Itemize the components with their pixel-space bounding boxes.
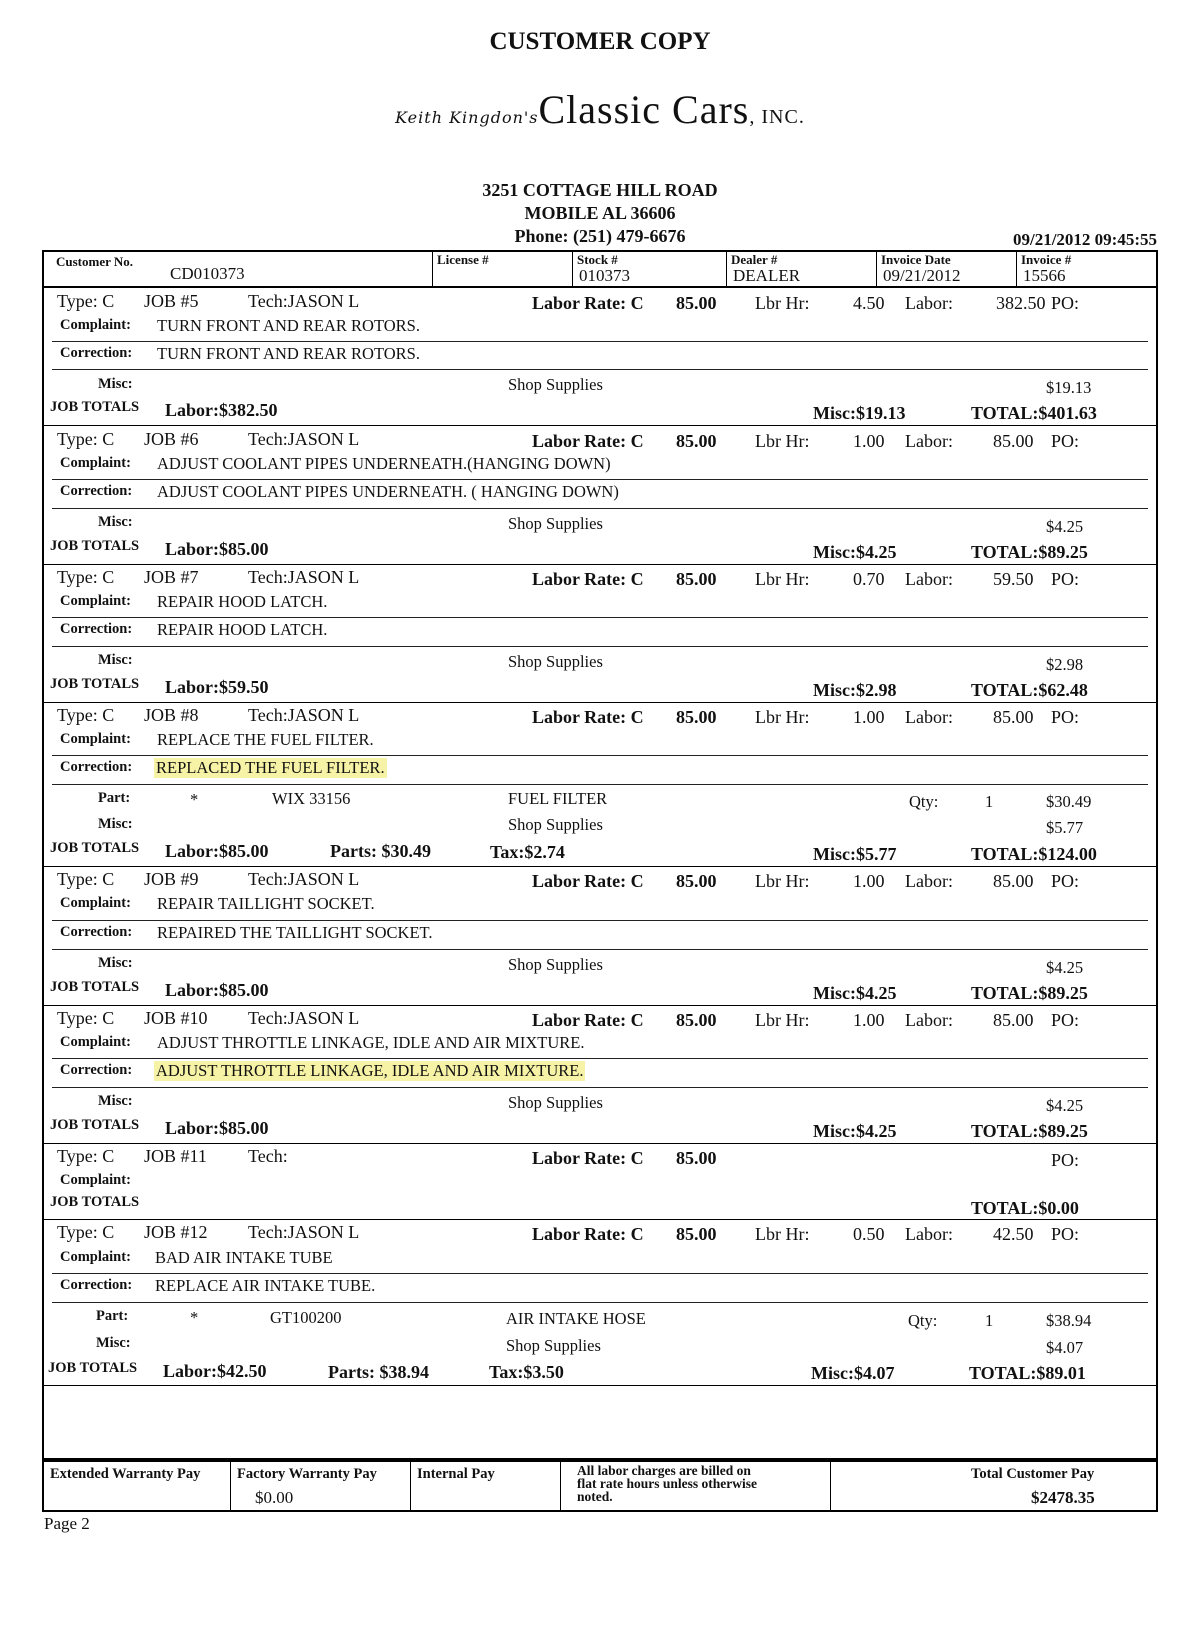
misc-label: Misc: [98,376,133,392]
logo-signature: Keith Kingdon's [395,108,539,127]
job-type: Type: C [57,1146,115,1166]
dealer-label: Dealer # [731,252,778,267]
misc-label: Misc: [98,1093,133,1109]
lbr-hr: 1.00 [853,871,885,891]
labor-label: Labor: [905,707,953,727]
complaint-text: TURN FRONT AND REAR ROTORS. [157,316,420,335]
job-totals-label: JOB TOTALS [50,676,140,692]
misc-amount: $19.13 [1046,378,1092,397]
lbr-hr: 0.70 [853,569,885,589]
part-description: AIR INTAKE HOSE [506,1309,646,1328]
misc-amount: $4.25 [1046,958,1084,977]
job-type: Type: C [57,1008,115,1028]
misc-label: Misc: [98,514,133,530]
logo-text: Classic Cars [538,87,750,132]
part-amount: $30.49 [1046,792,1092,811]
job-tech: Tech:JASON L [248,705,360,725]
factory-warranty-value: $0.00 [255,1488,294,1507]
complaint-label: Complaint: [60,317,131,333]
totals-total: TOTAL:$0.00 [971,1198,1079,1218]
customer-no-label: Customer No. [56,254,134,269]
divider [52,755,1148,756]
lbr-hr: 1.00 [853,1010,885,1030]
part-star: * [190,790,199,809]
stock-label: Stock # [577,252,618,267]
totals-total: TOTAL:$89.25 [971,542,1088,562]
labor-rate: 85.00 [676,569,717,589]
address-line2: MOBILE AL 36606 [524,203,676,223]
job-separator [42,1005,1158,1006]
totals-misc: Misc:$2.98 [813,680,897,700]
complaint-text: BAD AIR INTAKE TUBE [155,1248,333,1267]
labor-amount: 85.00 [993,707,1034,727]
payment-summary-box [42,1460,1158,1512]
labor-rate-label: Labor Rate: C [532,431,644,451]
total-customer-pay-cell [830,1462,1158,1510]
totals-parts: Parts: $30.49 [330,841,431,861]
job-totals-label: JOB TOTALS [50,399,140,415]
complaint-text: ADJUST COOLANT PIPES UNDERNEATH.(HANGING DOWN) [157,454,611,473]
po-label: PO: [1051,293,1080,313]
complaint-label: Complaint: [60,1249,131,1265]
part-star: * [190,1308,199,1327]
complaint-label: Complaint: [60,1034,131,1050]
totals-tax: Tax:$2.74 [490,842,565,862]
totals-labor: Labor:$85.00 [165,841,269,861]
labor-amount: 85.00 [993,431,1034,451]
factory-warranty-cell [230,1462,410,1510]
job-tech: Tech:JASON L [248,1222,360,1242]
totals-misc: Misc:$19.13 [813,403,906,423]
lbr-hr-label: Lbr Hr: [755,293,810,313]
logo-suffix: , INC. [749,106,805,128]
job-type: Type: C [57,705,115,725]
misc-desc: Shop Supplies [508,955,603,974]
misc-desc: Shop Supplies [508,1093,603,1112]
divider [52,1273,1148,1274]
invoice-info-box [42,250,1158,288]
job-tech: Tech: [248,1146,288,1166]
lbr-hr: 1.00 [853,431,885,451]
totals-labor: Labor:$85.00 [165,539,269,559]
po-label: PO: [1051,1150,1080,1170]
divider [52,1087,1148,1088]
billing-note [577,1464,757,1503]
correction-label: Correction: [60,621,133,637]
license-label: License # [437,252,489,267]
totals-misc: Misc:$4.25 [813,1121,897,1141]
lbr-hr: 0.50 [853,1224,885,1244]
labor-label: Labor: [905,871,953,891]
labor-rate-label: Labor Rate: C [532,1148,644,1168]
totals-total: TOTAL:$401.63 [971,403,1097,423]
totals-labor: Labor:$85.00 [165,980,269,1000]
labor-label: Labor: [905,569,953,589]
job-totals-label: JOB TOTALS [50,840,140,856]
totals-labor: Labor:$59.50 [165,677,269,697]
totals-misc: Misc:$4.07 [811,1363,895,1383]
misc-label: Misc: [96,1335,131,1351]
lbr-hr: 4.50 [853,293,885,313]
billing-note-line3: noted. [577,1489,613,1504]
invoice-date-cell [876,252,1016,286]
correction-label: Correction: [60,1277,133,1293]
totals-labor: Labor:$382.50 [165,400,278,420]
divider [52,920,1148,921]
job-totals-label: JOB TOTALS [50,979,140,995]
print-datetime: 09/21/2012 09:45:55 [1012,230,1157,249]
job-separator [42,1219,1158,1220]
labor-rate: 85.00 [676,1224,717,1244]
complaint-label: Complaint: [60,731,131,747]
job-number: JOB #12 [144,1222,208,1242]
po-label: PO: [1051,707,1080,727]
labor-rate: 85.00 [676,1010,717,1030]
job-type: Type: C [57,567,115,587]
divider [52,784,1148,785]
invoice-no-value: 15566 [1023,266,1066,285]
po-label: PO: [1051,871,1080,891]
labor-rate-label: Labor Rate: C [532,569,644,589]
job-tech: Tech:JASON L [248,567,360,587]
invoice-date-label: Invoice Date [881,252,951,267]
misc-label: Misc: [98,955,133,971]
qty-value: 1 [985,1311,994,1330]
lbr-hr-label: Lbr Hr: [755,569,810,589]
labor-rate-label: Labor Rate: C [532,1224,644,1244]
labor-label: Labor: [905,431,953,451]
billing-note-line1: All labor charges are billed on [577,1463,751,1478]
labor-rate: 85.00 [676,707,717,727]
totals-tax: Tax:$3.50 [489,1362,564,1382]
license-cell [432,252,572,286]
correction-label: Correction: [60,759,133,775]
complaint-text: ADJUST THROTTLE LINKAGE, IDLE AND AIR MIXTURE. [157,1033,585,1052]
labor-rate-label: Labor Rate: C [532,871,644,891]
complaint-text: REPAIR TAILLIGHT SOCKET. [157,894,375,913]
labor-rate-label: Labor Rate: C [532,293,644,313]
job-separator [42,702,1158,703]
misc-desc: Shop Supplies [506,1336,601,1355]
job-number: JOB #6 [144,429,199,449]
job-tech: Tech:JASON L [248,291,360,311]
complaint-text: REPAIR HOOD LATCH. [157,592,328,611]
correction-label: Correction: [60,924,133,940]
misc-amount: $4.25 [1046,1096,1084,1115]
part-label: Part: [96,1308,129,1324]
totals-misc: Misc:$5.77 [813,844,897,864]
totals-total: TOTAL:$89.25 [971,1121,1088,1141]
totals-parts: Parts: $38.94 [328,1362,429,1382]
job-type: Type: C [57,429,115,449]
labor-rate: 85.00 [676,431,717,451]
job-totals-label: JOB TOTALS [50,1117,140,1133]
divider [52,1058,1148,1059]
totals-labor: Labor:$85.00 [165,1118,269,1138]
labor-label: Labor: [905,293,953,313]
divider [52,617,1148,618]
complaint-label: Complaint: [60,593,131,609]
part-number: WIX 33156 [272,789,351,808]
po-label: PO: [1051,1010,1080,1030]
misc-amount: $5.77 [1046,818,1084,837]
misc-amount: $4.07 [1046,1338,1084,1357]
complaint-label: Complaint: [60,895,131,911]
part-number: GT100200 [270,1308,342,1327]
factory-warranty-label: Factory Warranty Pay [237,1466,377,1482]
lbr-hr-label: Lbr Hr: [755,1010,810,1030]
job-type: Type: C [57,291,115,311]
totals-labor: Labor:$42.50 [163,1361,267,1381]
correction-text: REPLACE AIR INTAKE TUBE. [155,1276,376,1295]
invoice-date-value: 09/21/2012 [883,266,961,285]
misc-desc: Shop Supplies [508,652,603,671]
part-description: FUEL FILTER [508,789,608,808]
labor-amount: 85.00 [993,871,1034,891]
page-number: Page 2 [44,1514,90,1533]
phone: Phone: (251) 479-6676 [514,226,686,246]
internal-pay-label: Internal Pay [417,1466,495,1482]
correction-label: Correction: [60,345,133,361]
correction-text: REPAIR HOOD LATCH. [157,620,328,639]
labor-amount: 85.00 [993,1010,1034,1030]
job-totals-label: JOB TOTALS [48,1360,138,1376]
stock-cell [572,252,726,286]
lbr-hr-label: Lbr Hr: [755,871,810,891]
job-separator [42,1143,1158,1144]
misc-label: Misc: [98,816,133,832]
totals-total: TOTAL:$89.25 [971,983,1088,1003]
totals-total: TOTAL:$124.00 [971,844,1097,864]
billing-note-cell [560,1462,830,1510]
correction-text: ADJUST COOLANT PIPES UNDERNEATH. ( HANGING DOWN) [157,482,619,501]
job-type: Type: C [57,1222,115,1242]
page-title: CUSTOMER COPY [489,28,711,55]
labor-amount: 59.50 [993,569,1034,589]
labor-rate-label: Labor Rate: C [532,1010,644,1030]
misc-label: Misc: [98,652,133,668]
misc-amount: $2.98 [1046,655,1084,674]
job-tech: Tech:JASON L [248,869,360,889]
job-separator [42,866,1158,867]
correction-text: REPAIRED THE TAILLIGHT SOCKET. [157,923,433,942]
total-customer-pay-label: Total Customer Pay [971,1466,1095,1482]
internal-pay-cell [410,1462,560,1510]
labor-label: Labor: [905,1010,953,1030]
po-label: PO: [1051,431,1080,451]
po-label: PO: [1051,1224,1080,1244]
labor-rate: 85.00 [676,293,717,313]
correction-text: TURN FRONT AND REAR ROTORS. [157,344,420,363]
labor-amount: 42.50 [993,1224,1034,1244]
lbr-hr-label: Lbr Hr: [755,707,810,727]
invoice-no-label: Invoice # [1021,252,1072,267]
labor-rate-label: Labor Rate: C [532,707,644,727]
company-logo [0,86,1200,133]
correction-label: Correction: [60,1062,133,1078]
labor-amount: 382.50 [996,293,1046,313]
address-line1: 3251 COTTAGE HILL ROAD [482,180,718,200]
job-totals-label: JOB TOTALS [50,538,140,554]
po-label: PO: [1051,569,1080,589]
complaint-label: Complaint: [60,1172,131,1188]
misc-desc: Shop Supplies [508,514,603,533]
total-customer-pay-value: $2478.35 [1031,1488,1095,1507]
labor-rate: 85.00 [676,871,717,891]
divider [52,369,1148,370]
correction-text-highlighted: ADJUST THROTTLE LINKAGE, IDLE AND AIR MIXTURE. [156,1061,584,1080]
job-number: JOB #8 [144,705,199,725]
job-number: JOB #9 [144,869,199,889]
qty-value: 1 [985,792,994,811]
job-tech: Tech:JASON L [248,429,360,449]
invoice-no-cell [1016,252,1158,286]
misc-amount: $4.25 [1046,517,1084,536]
job-number: JOB #10 [144,1008,208,1028]
misc-desc: Shop Supplies [508,815,603,834]
customer-no-value: CD010373 [170,264,245,283]
divider [52,508,1148,509]
divider [52,949,1148,950]
part-label: Part: [98,790,131,806]
lbr-hr-label: Lbr Hr: [755,431,810,451]
misc-desc: Shop Supplies [508,375,603,394]
labor-label: Labor: [905,1224,953,1244]
billing-note-line2: flat rate hours unless otherwise [577,1476,757,1491]
correction-text-highlighted: REPLACED THE FUEL FILTER. [156,758,385,777]
job-tech: Tech:JASON L [248,1008,360,1028]
totals-total: TOTAL:$62.48 [971,680,1088,700]
stock-value: 010373 [579,266,630,285]
job-type: Type: C [57,869,115,889]
job-totals-label: JOB TOTALS [50,1194,140,1210]
dealer-value: DEALER [733,266,801,285]
lbr-hr: 1.00 [853,707,885,727]
divider [52,479,1148,480]
totals-misc: Misc:$4.25 [813,983,897,1003]
lbr-hr-label: Lbr Hr: [755,1224,810,1244]
divider [52,646,1148,647]
dealer-cell [726,252,876,286]
labor-rate: 85.00 [676,1148,717,1168]
complaint-text: REPLACE THE FUEL FILTER. [157,730,374,749]
extended-warranty-label: Extended Warranty Pay [50,1466,201,1482]
correction-label: Correction: [60,483,133,499]
job-separator [42,425,1158,426]
job-separator [42,1385,1158,1386]
part-amount: $38.94 [1046,1311,1092,1330]
job-number: JOB #5 [144,291,199,311]
complaint-label: Complaint: [60,455,131,471]
job-separator [42,564,1158,565]
job-number: JOB #7 [144,567,199,587]
qty-label: Qty: [909,792,939,811]
totals-misc: Misc:$4.25 [813,542,897,562]
totals-total: TOTAL:$89.01 [969,1363,1086,1383]
divider [52,1302,1148,1303]
divider [52,341,1148,342]
job-number: JOB #11 [144,1146,207,1166]
qty-label: Qty: [908,1311,938,1330]
